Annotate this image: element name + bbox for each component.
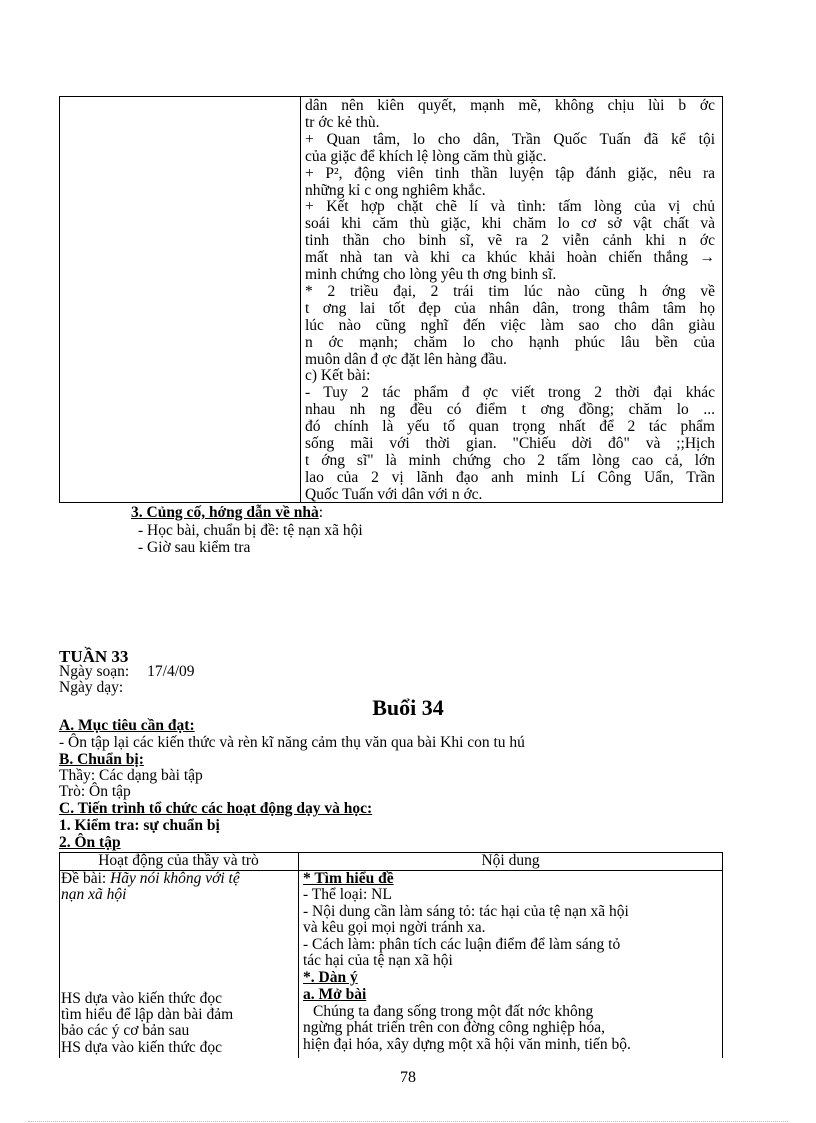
continuation-text-line: n ớc mạnh; chăm lo cho hạnh phúc lâu bền của bbox=[305, 333, 715, 351]
outline-heading: *. Dàn ý bbox=[303, 969, 358, 986]
student-task: HS dựa vào kiến thức đọc bbox=[61, 1039, 223, 1056]
table-header-activities: Hoạt động của thầy và trò bbox=[98, 852, 259, 869]
intro-line: ngừng phát triển trên con đờng công nghiệp hóa, bbox=[303, 1019, 605, 1036]
section-b-student: Trò: Ôn tập bbox=[59, 783, 131, 800]
analysis-heading: * Tìm hiểu đề bbox=[303, 870, 394, 887]
continuation-text-line: mất nhà tan và khi ca khúc khải hoàn chiến thắng → bbox=[305, 249, 715, 267]
content-line: - Nội dung cần làm sáng tỏ: tác hại của tệ nạn xã hội bbox=[303, 903, 629, 920]
section-c2: 2. Ôn tập bbox=[59, 834, 121, 851]
continuation-text-line: minh chứng cho lòng yêu th ơng binh sĩ. bbox=[305, 266, 557, 283]
continuation-text-line: c) Kết bài: bbox=[305, 367, 371, 385]
continuation-text-line: nhau nh ng đều có điểm t ơng đồng; chăm lo ... bbox=[305, 401, 715, 419]
continuation-text-line: những kỉ c ong nghiêm khắc. bbox=[305, 181, 486, 199]
section-c-heading: C. Tiến trình tổ chức các hoạt động dạy và học: bbox=[59, 800, 373, 817]
section-b-heading: B. Chuẩn bị: bbox=[59, 751, 144, 768]
continuation-text-line: t ơng lai tốt đẹp của nhân dân, trong thâm tâm họ bbox=[305, 299, 715, 317]
cungco-heading: 3. Củng cố, hớng dẫn về nhà bbox=[131, 504, 319, 521]
section-a-heading: A. Mục tiêu cần đạt: bbox=[59, 717, 195, 734]
page-number: 78 bbox=[400, 1069, 416, 1086]
content-line: và kêu gọi mọi ngời tránh xa. bbox=[303, 919, 486, 936]
continuation-text-line: + Quan tâm, lo cho dân, Trần Quốc Tuấn đã kể tội bbox=[305, 130, 715, 148]
method-line: - Cách làm: phân tích các luận điểm để làm sáng tỏ bbox=[303, 936, 621, 953]
continuation-text-line: + Kết hợp chặt chẽ lí và tình: tấm lòng của vị chủ bbox=[305, 198, 715, 216]
prep-date-line: Ngày soạn: 17/4/09 bbox=[59, 663, 195, 680]
continuation-text-line: - Tuy 2 tác phẩm đ ợc viết trong 2 thời đại khác bbox=[305, 384, 715, 402]
student-task: tìm hiểu để lập dàn bài đảm bbox=[61, 1006, 234, 1023]
continuation-text-line: đó chính là yếu tố quan trọng nhất để 2 tác phẩm bbox=[305, 418, 715, 436]
cungco-item: - Học bài, chuẩn bị đề: tệ nạn xã hội bbox=[138, 522, 363, 539]
cungco-item: - Giờ sau kiểm tra bbox=[138, 539, 251, 556]
topic-text-cont: nạn xã hội bbox=[61, 886, 127, 903]
teach-date-label: Ngày dạy: bbox=[59, 679, 124, 696]
prep-date-value: 17/4/09 bbox=[147, 663, 195, 680]
section-c1: 1. Kiểm tra: sự chuẩn bị bbox=[59, 817, 220, 834]
continuation-text-line: dân nên kiên quyết, mạnh mẽ, không chịu lùi b ớc bbox=[305, 97, 715, 114]
student-task: HS dựa vào kiến thức đọc bbox=[61, 990, 223, 1007]
continuation-text-line: soái khi căm thù giặc, khi chăm lo cơ sở vật chất và bbox=[305, 215, 715, 233]
continuation-text-line: lao của 2 vị lãnh đạo anh minh Lí Công Uẩn, Trần bbox=[305, 468, 715, 486]
topic-text: Hãy nói không với tệ bbox=[110, 870, 240, 887]
table-header-content: Nội dung bbox=[481, 852, 540, 869]
genre-line: - Thể loại: NL bbox=[303, 886, 392, 903]
intro-line: hiện đại hóa, xây dựng một xã hội văn minh, tiến bộ. bbox=[303, 1036, 631, 1053]
continuation-text-line: sống mãi với thời gian. "Chiếu dời đô" và ;;Hịch bbox=[305, 435, 715, 452]
continuation-text-line: tr ớc kẻ thù. bbox=[305, 113, 380, 131]
continuation-text-line: lúc nào cũng nghĩ đến việc làm sao cho dân giàu bbox=[305, 316, 715, 334]
continuation-text-line: muôn dân đ ợc đặt lên hàng đầu. bbox=[305, 350, 507, 368]
intro-heading: a. Mở bài bbox=[303, 986, 367, 1003]
continuation-text-line: tinh thần cho binh sĩ, vẽ ra 2 viễn cảnh khi n ớc bbox=[305, 232, 715, 250]
page-bottom-rule bbox=[28, 1121, 788, 1122]
topic-line: Đề bài: Hãy nói không với tệ bbox=[61, 870, 240, 887]
cungco-heading-line: 3. Củng cố, hớng dẫn về nhà: bbox=[131, 504, 324, 521]
method-line: tác hại của tệ nạn xã hội bbox=[303, 952, 453, 969]
continuation-text-line: của giặc để khích lệ lòng căm thù giặc. bbox=[305, 147, 547, 165]
continuation-text-line: t ớng sĩ" là minh chứng cho 2 tấm lòng cao cả, lớn bbox=[305, 451, 715, 469]
continuation-text-line: * 2 triều đại, 2 trái tim lúc nào cũng h ớng về bbox=[305, 282, 715, 300]
section-b-teacher: Thầy: Các dạng bài tập bbox=[59, 767, 203, 784]
continuation-text-line: + P², động viên tinh thần luyện tập đánh giặc, nêu ra bbox=[305, 164, 715, 182]
page-title: Buổi 34 bbox=[372, 695, 444, 720]
week-label: TUẦN 33 bbox=[59, 647, 129, 666]
section-a-text: - Ôn tập lại các kiến thức và rèn kĩ năng cảm thụ văn qua bài Khi con tu hú bbox=[59, 734, 525, 751]
student-task: bảo các ý cơ bản sau bbox=[61, 1022, 190, 1039]
intro-line: Chúng ta đang sống trong một đất nớc không bbox=[313, 1003, 594, 1020]
table-column-divider bbox=[300, 97, 301, 502]
table-column-divider bbox=[298, 853, 299, 1058]
continuation-text-line: Quốc Tuấn với dân với n ớc. bbox=[305, 485, 483, 503]
